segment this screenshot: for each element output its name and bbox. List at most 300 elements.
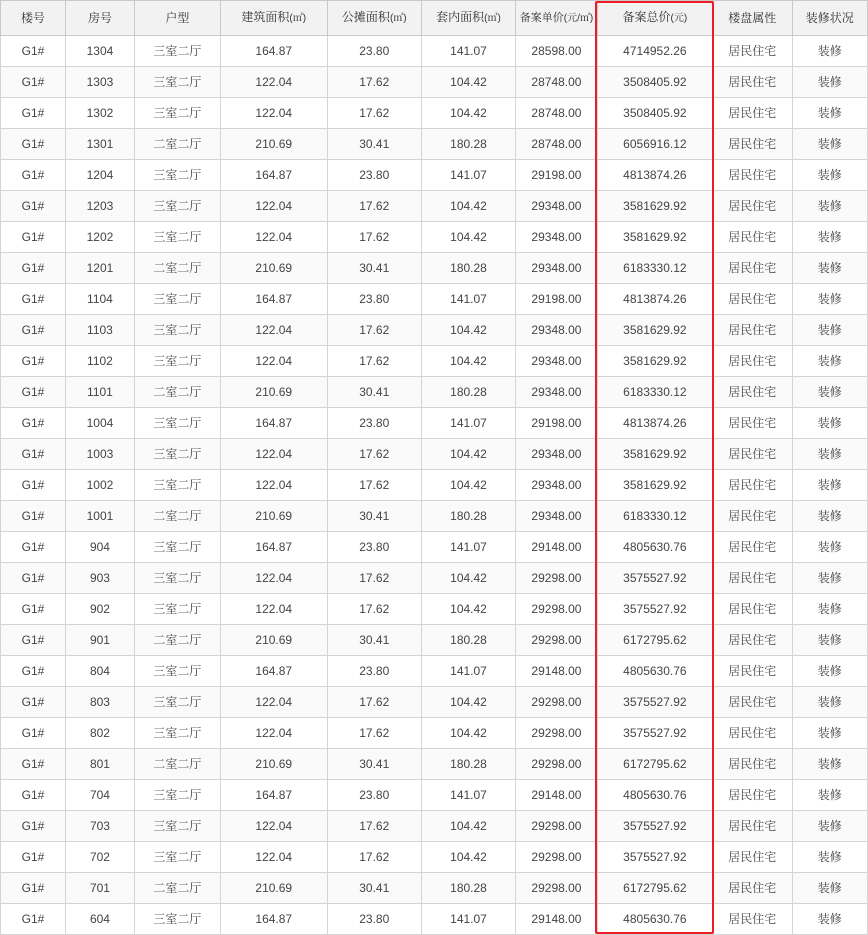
table-row: [1, 439, 868, 470]
cell-unit_price: 28598.00: [516, 36, 598, 67]
cell-layout: 三室二厅: [135, 563, 221, 594]
cell-decoration: 装修: [792, 594, 867, 625]
cell-attribute: 居民住宅: [712, 873, 792, 904]
cell-decoration: 装修: [792, 718, 867, 749]
cell-decoration: 装修: [792, 625, 867, 656]
cell-unit_price: 29348.00: [516, 501, 598, 532]
cell-attribute: 居民住宅: [712, 470, 792, 501]
cell-room: 1202: [65, 222, 134, 253]
cell-room: 803: [65, 687, 134, 718]
cell-layout: 三室二厅: [135, 470, 221, 501]
cell-inner_area: 141.07: [421, 904, 515, 935]
cell-attribute: 居民住宅: [712, 408, 792, 439]
column-header-room-label: 房号: [87, 11, 112, 25]
cell-build_area: 210.69: [220, 129, 327, 160]
cell-unit_price: 29298.00: [516, 842, 598, 873]
cell-layout: 三室二厅: [135, 191, 221, 222]
cell-inner_area: 180.28: [421, 129, 515, 160]
cell-unit_price: 29198.00: [516, 160, 598, 191]
cell-inner_area: 104.42: [421, 842, 515, 873]
cell-room: 1301: [65, 129, 134, 160]
table-row: [1, 563, 868, 594]
table-row: [1, 873, 868, 904]
cell-decoration: 装修: [792, 222, 867, 253]
cell-building: G1#: [1, 501, 66, 532]
cell-inner_area: 180.28: [421, 377, 515, 408]
cell-attribute: 居民住宅: [712, 842, 792, 873]
cell-build_area: 164.87: [220, 160, 327, 191]
cell-layout: 三室二厅: [135, 842, 221, 873]
cell-total_price: 3581629.92: [597, 346, 712, 377]
cell-decoration: 装修: [792, 36, 867, 67]
cell-room: 801: [65, 749, 134, 780]
cell-unit_price: 29298.00: [516, 563, 598, 594]
cell-room: 1003: [65, 439, 134, 470]
cell-total_price: 6172795.62: [597, 749, 712, 780]
cell-room: 904: [65, 532, 134, 563]
column-header-unit-price[interactable]: [516, 1, 598, 36]
cell-total_price: 3575527.92: [597, 563, 712, 594]
cell-build_area: 122.04: [220, 315, 327, 346]
cell-decoration: 装修: [792, 842, 867, 873]
cell-room: 1101: [65, 377, 134, 408]
cell-inner_area: 104.42: [421, 315, 515, 346]
cell-unit_price: 28748.00: [516, 129, 598, 160]
cell-building: G1#: [1, 67, 66, 98]
cell-layout: 二室二厅: [135, 873, 221, 904]
cell-layout: 三室二厅: [135, 811, 221, 842]
cell-layout: 三室二厅: [135, 656, 221, 687]
table-row: [1, 315, 868, 346]
cell-build_area: 210.69: [220, 501, 327, 532]
cell-building: G1#: [1, 749, 66, 780]
cell-building: G1#: [1, 315, 66, 346]
cell-share_area: 23.80: [327, 160, 421, 191]
cell-unit_price: 29148.00: [516, 904, 598, 935]
cell-share_area: 17.62: [327, 842, 421, 873]
cell-inner_area: 180.28: [421, 749, 515, 780]
column-header-layout[interactable]: [135, 1, 221, 36]
cell-share_area: 17.62: [327, 191, 421, 222]
column-header-share-area[interactable]: [327, 1, 421, 36]
table-row: [1, 98, 868, 129]
cell-total_price: 3575527.92: [597, 687, 712, 718]
cell-layout: 二室二厅: [135, 749, 221, 780]
column-header-building[interactable]: [1, 1, 66, 36]
cell-inner_area: 104.42: [421, 98, 515, 129]
cell-layout: 二室二厅: [135, 253, 221, 284]
cell-unit_price: 29348.00: [516, 315, 598, 346]
cell-building: G1#: [1, 253, 66, 284]
cell-attribute: 居民住宅: [712, 687, 792, 718]
cell-room: 701: [65, 873, 134, 904]
cell-decoration: 装修: [792, 346, 867, 377]
cell-unit_price: 29348.00: [516, 191, 598, 222]
cell-attribute: 居民住宅: [712, 594, 792, 625]
table-row: [1, 67, 868, 98]
cell-inner_area: 141.07: [421, 36, 515, 67]
cell-decoration: 装修: [792, 377, 867, 408]
cell-attribute: 居民住宅: [712, 253, 792, 284]
cell-layout: 三室二厅: [135, 36, 221, 67]
cell-inner_area: 104.42: [421, 67, 515, 98]
cell-room: 604: [65, 904, 134, 935]
cell-decoration: 装修: [792, 315, 867, 346]
cell-inner_area: 180.28: [421, 873, 515, 904]
cell-building: G1#: [1, 470, 66, 501]
cell-building: G1#: [1, 377, 66, 408]
cell-building: G1#: [1, 346, 66, 377]
cell-inner_area: 104.42: [421, 470, 515, 501]
cell-build_area: 122.04: [220, 346, 327, 377]
cell-room: 1203: [65, 191, 134, 222]
cell-room: 1002: [65, 470, 134, 501]
cell-unit_price: 28748.00: [516, 98, 598, 129]
cell-total_price: 6183330.12: [597, 501, 712, 532]
table-row: [1, 222, 868, 253]
cell-total_price: 4805630.76: [597, 656, 712, 687]
table-row: [1, 687, 868, 718]
table-row: [1, 408, 868, 439]
cell-build_area: 164.87: [220, 408, 327, 439]
cell-building: G1#: [1, 842, 66, 873]
cell-build_area: 122.04: [220, 811, 327, 842]
cell-decoration: 装修: [792, 98, 867, 129]
cell-unit_price: 29348.00: [516, 470, 598, 501]
column-header-attribute-label: 楼盘属性: [728, 11, 777, 25]
cell-inner_area: 141.07: [421, 160, 515, 191]
cell-layout: 三室二厅: [135, 439, 221, 470]
cell-decoration: 装修: [792, 656, 867, 687]
cell-inner_area: 104.42: [421, 346, 515, 377]
cell-attribute: 居民住宅: [712, 904, 792, 935]
cell-share_area: 30.41: [327, 129, 421, 160]
cell-total_price: 3575527.92: [597, 842, 712, 873]
cell-room: 903: [65, 563, 134, 594]
cell-decoration: 装修: [792, 780, 867, 811]
cell-decoration: 装修: [792, 687, 867, 718]
cell-unit_price: 29298.00: [516, 749, 598, 780]
table-row: [1, 532, 868, 563]
cell-attribute: 居民住宅: [712, 656, 792, 687]
cell-total_price: 6172795.62: [597, 625, 712, 656]
table-row: [1, 501, 868, 532]
cell-share_area: 23.80: [327, 904, 421, 935]
cell-total_price: 4813874.26: [597, 408, 712, 439]
cell-building: G1#: [1, 284, 66, 315]
cell-share_area: 17.62: [327, 67, 421, 98]
cell-build_area: 164.87: [220, 656, 327, 687]
cell-share_area: 17.62: [327, 315, 421, 346]
cell-total_price: 4805630.76: [597, 532, 712, 563]
cell-decoration: 装修: [792, 129, 867, 160]
cell-unit_price: 29148.00: [516, 532, 598, 563]
cell-layout: 三室二厅: [135, 408, 221, 439]
cell-building: G1#: [1, 36, 66, 67]
cell-unit_price: 29348.00: [516, 253, 598, 284]
cell-build_area: 122.04: [220, 687, 327, 718]
cell-build_area: 164.87: [220, 780, 327, 811]
cell-room: 702: [65, 842, 134, 873]
cell-attribute: 居民住宅: [712, 315, 792, 346]
cell-total_price: 4714952.26: [597, 36, 712, 67]
cell-build_area: 210.69: [220, 253, 327, 284]
cell-attribute: 居民住宅: [712, 718, 792, 749]
cell-layout: 三室二厅: [135, 718, 221, 749]
cell-share_area: 17.62: [327, 718, 421, 749]
cell-inner_area: 141.07: [421, 408, 515, 439]
cell-share_area: 30.41: [327, 749, 421, 780]
column-header-inner-area[interactable]: [421, 1, 515, 36]
column-header-building-label: 楼号: [20, 11, 45, 25]
cell-attribute: 居民住宅: [712, 191, 792, 222]
table-row: [1, 129, 868, 160]
cell-inner_area: 141.07: [421, 780, 515, 811]
cell-decoration: 装修: [792, 501, 867, 532]
cell-room: 1102: [65, 346, 134, 377]
cell-inner_area: 180.28: [421, 253, 515, 284]
cell-attribute: 居民住宅: [712, 284, 792, 315]
cell-decoration: 装修: [792, 284, 867, 315]
table-row: [1, 625, 868, 656]
cell-decoration: 装修: [792, 532, 867, 563]
cell-total_price: 3575527.92: [597, 811, 712, 842]
cell-build_area: 164.87: [220, 904, 327, 935]
cell-attribute: 居民住宅: [712, 98, 792, 129]
cell-build_area: 122.04: [220, 98, 327, 129]
cell-attribute: 居民住宅: [712, 346, 792, 377]
table-row: [1, 656, 868, 687]
column-header-share-area-label: 公摊面积: [341, 10, 390, 24]
cell-inner_area: 180.28: [421, 625, 515, 656]
table-row: [1, 284, 868, 315]
cell-decoration: 装修: [792, 470, 867, 501]
cell-build_area: 164.87: [220, 284, 327, 315]
column-header-inner-area-unit: (㎡): [484, 13, 501, 24]
cell-share_area: 23.80: [327, 532, 421, 563]
cell-share_area: 17.62: [327, 346, 421, 377]
cell-attribute: 居民住宅: [712, 532, 792, 563]
cell-layout: 三室二厅: [135, 284, 221, 315]
cell-layout: 三室二厅: [135, 780, 221, 811]
cell-inner_area: 104.42: [421, 191, 515, 222]
table-header: [1, 1, 868, 36]
cell-room: 802: [65, 718, 134, 749]
cell-layout: 三室二厅: [135, 315, 221, 346]
cell-attribute: 居民住宅: [712, 36, 792, 67]
table-row: [1, 377, 868, 408]
cell-unit_price: 29298.00: [516, 687, 598, 718]
cell-build_area: 122.04: [220, 842, 327, 873]
cell-share_area: 17.62: [327, 811, 421, 842]
cell-attribute: 居民住宅: [712, 780, 792, 811]
cell-decoration: 装修: [792, 408, 867, 439]
cell-room: 704: [65, 780, 134, 811]
cell-building: G1#: [1, 439, 66, 470]
cell-unit_price: 29298.00: [516, 625, 598, 656]
cell-unit_price: 29298.00: [516, 594, 598, 625]
cell-total_price: 3575527.92: [597, 594, 712, 625]
cell-building: G1#: [1, 160, 66, 191]
cell-share_area: 17.62: [327, 222, 421, 253]
cell-attribute: 居民住宅: [712, 222, 792, 253]
cell-build_area: 122.04: [220, 67, 327, 98]
column-header-total-price[interactable]: [597, 1, 712, 36]
table-row: [1, 749, 868, 780]
cell-layout: 二室二厅: [135, 625, 221, 656]
cell-building: G1#: [1, 563, 66, 594]
cell-inner_area: 104.42: [421, 687, 515, 718]
column-header-attribute[interactable]: [712, 1, 792, 36]
cell-building: G1#: [1, 98, 66, 129]
cell-unit_price: 29348.00: [516, 439, 598, 470]
column-header-unit-price-label: 备案单价: [519, 11, 564, 24]
table-row: [1, 36, 868, 67]
column-header-inner-area-label: 套内面积: [436, 10, 485, 24]
column-header-total-price-unit: (元): [670, 13, 688, 24]
cell-layout: 三室二厅: [135, 67, 221, 98]
cell-total_price: 6183330.12: [597, 253, 712, 284]
cell-total_price: 4813874.26: [597, 284, 712, 315]
cell-attribute: 居民住宅: [712, 67, 792, 98]
cell-build_area: 164.87: [220, 532, 327, 563]
cell-layout: 三室二厅: [135, 346, 221, 377]
table-row: [1, 780, 868, 811]
column-header-room[interactable]: [65, 1, 134, 36]
cell-room: 901: [65, 625, 134, 656]
cell-total_price: 3508405.92: [597, 67, 712, 98]
column-header-decoration[interactable]: [792, 1, 867, 36]
cell-building: G1#: [1, 532, 66, 563]
cell-room: 902: [65, 594, 134, 625]
cell-room: 1204: [65, 160, 134, 191]
cell-building: G1#: [1, 904, 66, 935]
column-header-build-area-unit: (㎡): [289, 13, 307, 24]
cell-building: G1#: [1, 129, 66, 160]
column-header-share-area-unit: (㎡): [389, 13, 407, 24]
cell-building: G1#: [1, 780, 66, 811]
cell-inner_area: 104.42: [421, 811, 515, 842]
table-row: [1, 811, 868, 842]
cell-building: G1#: [1, 594, 66, 625]
cell-total_price: 4805630.76: [597, 904, 712, 935]
cell-layout: 二室二厅: [135, 501, 221, 532]
table-header-row: [1, 1, 868, 36]
cell-room: 1104: [65, 284, 134, 315]
cell-build_area: 122.04: [220, 718, 327, 749]
cell-total_price: 3581629.92: [597, 222, 712, 253]
cell-building: G1#: [1, 625, 66, 656]
cell-unit_price: 29198.00: [516, 284, 598, 315]
cell-share_area: 17.62: [327, 98, 421, 129]
cell-inner_area: 141.07: [421, 284, 515, 315]
table-row: [1, 470, 868, 501]
cell-total_price: 3581629.92: [597, 439, 712, 470]
cell-decoration: 装修: [792, 563, 867, 594]
cell-building: G1#: [1, 811, 66, 842]
cell-share_area: 17.62: [327, 563, 421, 594]
cell-room: 1103: [65, 315, 134, 346]
cell-inner_area: 104.42: [421, 439, 515, 470]
column-header-build-area[interactable]: [220, 1, 327, 36]
cell-unit_price: 29348.00: [516, 222, 598, 253]
cell-share_area: 30.41: [327, 501, 421, 532]
cell-decoration: 装修: [792, 904, 867, 935]
cell-decoration: 装修: [792, 811, 867, 842]
cell-decoration: 装修: [792, 67, 867, 98]
cell-total_price: 4813874.26: [597, 160, 712, 191]
cell-room: 1303: [65, 67, 134, 98]
cell-total_price: 4805630.76: [597, 780, 712, 811]
cell-attribute: 居民住宅: [712, 625, 792, 656]
cell-share_area: 23.80: [327, 36, 421, 67]
cell-building: G1#: [1, 656, 66, 687]
cell-build_area: 122.04: [220, 470, 327, 501]
cell-share_area: 23.80: [327, 408, 421, 439]
cell-build_area: 210.69: [220, 749, 327, 780]
cell-total_price: 6183330.12: [597, 377, 712, 408]
cell-room: 1004: [65, 408, 134, 439]
cell-build_area: 210.69: [220, 873, 327, 904]
cell-build_area: 164.87: [220, 36, 327, 67]
cell-attribute: 居民住宅: [712, 563, 792, 594]
cell-layout: 三室二厅: [135, 904, 221, 935]
cell-share_area: 17.62: [327, 687, 421, 718]
column-header-layout-label: 户型: [165, 11, 190, 25]
cell-attribute: 居民住宅: [712, 377, 792, 408]
cell-build_area: 210.69: [220, 625, 327, 656]
cell-total_price: 3575527.92: [597, 718, 712, 749]
cell-inner_area: 104.42: [421, 718, 515, 749]
table-row: [1, 191, 868, 222]
cell-decoration: 装修: [792, 253, 867, 284]
cell-total_price: 3581629.92: [597, 315, 712, 346]
cell-decoration: 装修: [792, 873, 867, 904]
cell-attribute: 居民住宅: [712, 749, 792, 780]
cell-room: 804: [65, 656, 134, 687]
cell-inner_area: 141.07: [421, 656, 515, 687]
cell-share_area: 30.41: [327, 253, 421, 284]
cell-attribute: 居民住宅: [712, 160, 792, 191]
cell-share_area: 23.80: [327, 780, 421, 811]
cell-building: G1#: [1, 191, 66, 222]
cell-build_area: 122.04: [220, 191, 327, 222]
table-row: [1, 346, 868, 377]
cell-unit_price: 29198.00: [516, 408, 598, 439]
cell-attribute: 居民住宅: [712, 129, 792, 160]
cell-room: 703: [65, 811, 134, 842]
cell-share_area: 30.41: [327, 873, 421, 904]
cell-build_area: 122.04: [220, 563, 327, 594]
table-row: [1, 253, 868, 284]
cell-layout: 三室二厅: [135, 160, 221, 191]
cell-inner_area: 141.07: [421, 532, 515, 563]
cell-unit_price: 29348.00: [516, 346, 598, 377]
cell-building: G1#: [1, 222, 66, 253]
cell-share_area: 30.41: [327, 377, 421, 408]
cell-inner_area: 180.28: [421, 501, 515, 532]
cell-decoration: 装修: [792, 191, 867, 222]
cell-unit_price: 29298.00: [516, 718, 598, 749]
cell-layout: 二室二厅: [135, 129, 221, 160]
cell-building: G1#: [1, 873, 66, 904]
cell-total_price: 3581629.92: [597, 470, 712, 501]
cell-layout: 三室二厅: [135, 687, 221, 718]
cell-layout: 三室二厅: [135, 98, 221, 129]
table-row: [1, 160, 868, 191]
cell-unit_price: 29148.00: [516, 780, 598, 811]
cell-inner_area: 104.42: [421, 222, 515, 253]
